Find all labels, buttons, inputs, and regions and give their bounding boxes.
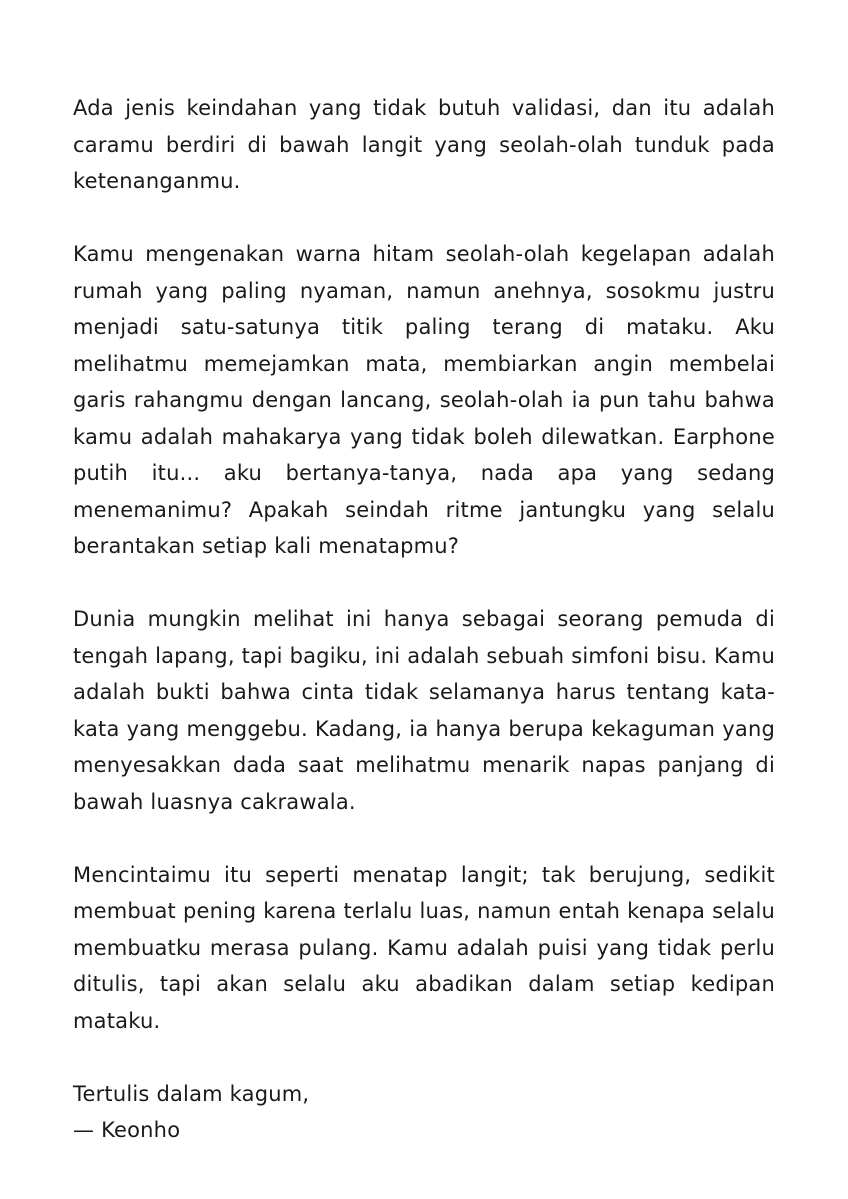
signoff [73, 1076, 775, 1149]
letter-page [73, 90, 775, 1149]
signoff-closing: Tertulis dalam kagum, [73, 1081, 310, 1106]
paragraph-4: Mencintaimu itu seperti menatap langit; tak berujung, sedikit membuat pening karena terlalu luas, namun entah kenapa selalu membuatku merasa pulang. Kamu adalah puisi yang tidak perlu ditulis, tapi akan selalu aku abadikan dalam setiap kedipan mataku. [73, 862, 775, 1033]
paragraph-3: Dunia mungkin melihat ini hanya sebagai seorang pemuda di tengah lapang, tapi bagiku, ini adalah sebuah simfoni bisu. Kamu adalah bukti bahwa cinta tidak selamanya harus tentang kata-kata yang menggebu. Kadang, ia hanya berupa kekaguman yang menyesakkan dada saat melihatmu menarik napas panjang di bawah luasnya cakrawala. [73, 607, 775, 814]
paragraph-2: Kamu mengenakan warna hitam seolah-olah kegelapan adalah rumah yang paling nyaman, namun anehnya, sosokmu justru menjadi satu-satunya titik paling terang di mataku. Aku melihatmu memejamkan mata, membiarkan angin membelai garis rahangmu dengan lancang, seolah-olah ia pun tahu bahwa kamu adalah mahakarya yang tidak boleh dilewatkan. Earphone putih itu... aku bertanya-tanya, nada apa yang sedang menemanimu? Apakah seindah ritme jantungku yang selalu berantakan setiap kali menatapmu? [73, 242, 775, 558]
paragraph-1: Ada jenis keindahan yang tidak butuh validasi, dan itu adalah caramu berdiri di bawah langit yang seolah-olah tunduk pada ketenanganmu. [73, 96, 775, 193]
signoff-author: — Keonho [73, 1118, 181, 1142]
